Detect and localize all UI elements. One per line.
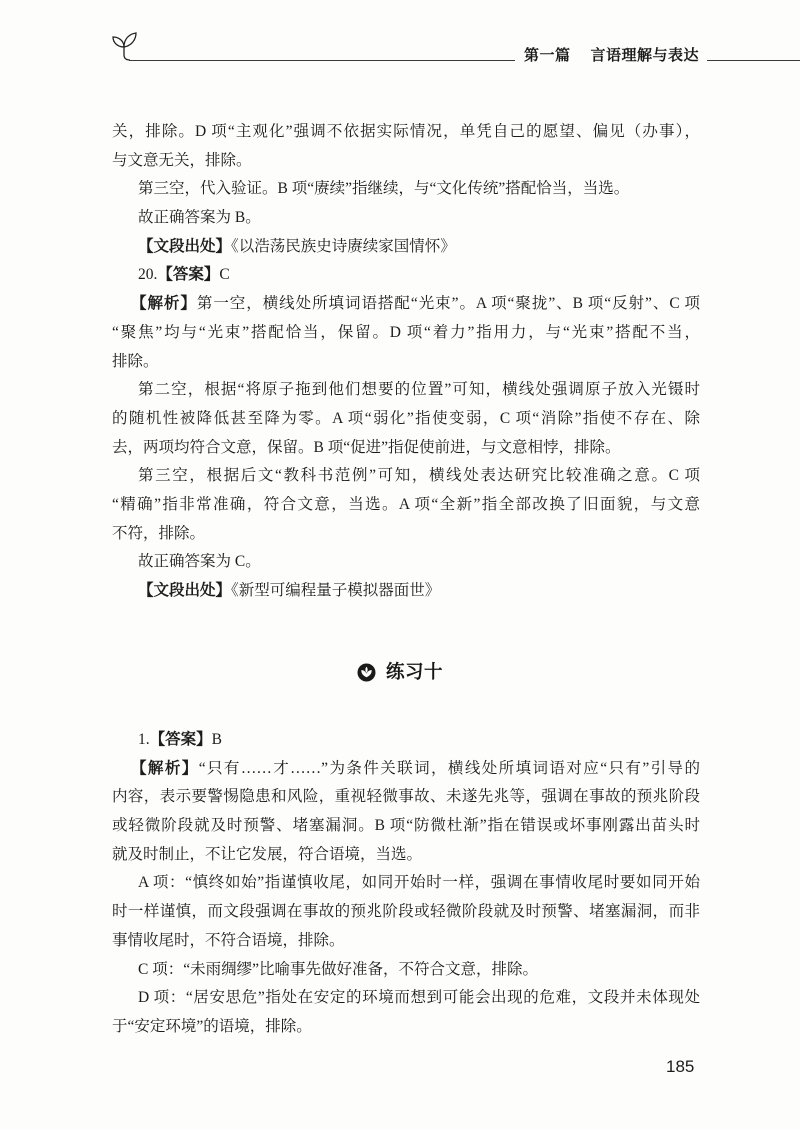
answer-label: 【答案】 xyxy=(157,266,220,284)
line-text: 第二空，根据“将原子拖到他们想要的位置”可知，横线处强调原子放入光镊时 xyxy=(138,381,700,399)
text-line xyxy=(112,348,700,377)
line-text: “精确”指非常准确，符合文意，当选。A 项“全新”指全部改换了旧面貌，与文意 xyxy=(112,495,700,513)
line-text: 排除。 xyxy=(112,352,159,370)
answer-line xyxy=(112,726,700,755)
answer-value: B xyxy=(211,731,222,748)
text-line xyxy=(112,491,700,520)
question-number: 1. xyxy=(138,731,150,748)
text-line xyxy=(112,462,700,491)
exercise-10-explanations xyxy=(112,726,700,1042)
answer-line xyxy=(112,261,700,290)
line-text: 于“安定环境”的语境，排除。 xyxy=(112,1017,312,1035)
line-text: 与文意无关，排除。 xyxy=(112,151,252,169)
line-text: 第三空，根据后文“教科书范例”可知，横线处表达研究比较准确之意。C 项 xyxy=(138,467,700,485)
line-text: 的随机性被降低甚至降为零。A 项“弱化”指使变弱，C 项“消除”指使不存在、除 xyxy=(112,409,700,427)
lotus-badge-icon xyxy=(357,663,376,682)
running-header xyxy=(524,45,699,67)
source-title: 《以浩荡民族史诗赓续家国情怀》 xyxy=(231,237,456,255)
header-rule-left xyxy=(129,60,515,61)
source-title: 《新型可编程量子模拟器面世》 xyxy=(231,582,441,599)
line-text: “聚焦”均与“光束”搭配恰当，保留。D 项“着力”指用力，与“光束”搭配不当， xyxy=(112,323,700,341)
line-text: 去，两项均符合文意，保留。B 项“促进”指促使前进，与文意相悖，排除。 xyxy=(112,438,621,456)
line-text: D 项：“居安思危”指处在安定的环境而想到可能会出现的危难，文段并未体现处 xyxy=(138,989,700,1007)
analysis-label: 【解析】 xyxy=(131,295,197,313)
text-line xyxy=(112,405,700,434)
text-line xyxy=(112,175,700,204)
text-line xyxy=(112,984,700,1013)
text-line xyxy=(112,1013,700,1042)
source-label: 【文段出处】 xyxy=(138,582,232,599)
line-text: 内容，表示要警惕隐患和风险，重视轻微事故、未遂先兆等，强调在事故的预兆阶段 xyxy=(112,788,700,806)
line-text: C 项：“未雨绸缪”比喻事先做好准备，不符合文意，排除。 xyxy=(138,960,538,978)
line-text: 事情收尾时，不符合语境，排除。 xyxy=(112,931,345,949)
answer-value: C xyxy=(219,266,230,284)
answer-explanations-prev xyxy=(112,118,700,606)
answer-label: 【答案】 xyxy=(149,731,212,748)
analysis-line xyxy=(112,755,700,784)
text-line xyxy=(112,927,700,956)
text-line xyxy=(112,812,700,841)
text-line xyxy=(112,841,700,870)
text-line xyxy=(112,147,700,176)
line-text: “只有……才……”为条件关联词，横线处所填词语对应“只有”引导的 xyxy=(198,759,700,777)
source-line xyxy=(112,233,700,262)
question-number: 20. xyxy=(138,266,158,284)
analysis-label: 【解析】 xyxy=(131,759,199,777)
line-text: A 项：“慎终如始”指谨慎收尾，如同开始时一样，强调在事情收尾时要如同开始 xyxy=(138,874,700,892)
text-line xyxy=(112,434,700,463)
text-line xyxy=(112,319,700,348)
page-number: 185 xyxy=(666,1057,695,1076)
text-line xyxy=(112,548,700,577)
analysis-line xyxy=(112,290,700,319)
line-text: 或轻微阶段就及时预警、堵塞漏洞。B 项“防微杜渐”指在错误或坏事刚露出苗头时 xyxy=(112,817,700,835)
text-line xyxy=(112,376,700,405)
text-line xyxy=(112,204,700,233)
running-header-part: 第一篇 xyxy=(524,47,571,64)
line-text: 第三空，代入验证。B 项“赓续”指继续，与“文化传统”搭配恰当，当选。 xyxy=(138,180,630,198)
line-text: 第一空，横线处所填词语搭配“光束”。A 项“聚拢”、B 项“反射”、C 项 xyxy=(196,295,700,313)
line-text: 故正确答案为 C。 xyxy=(138,553,261,571)
line-text: 时一样谨慎，而文段强调在事故的预兆阶段或轻微阶段就及时预警、堵塞漏洞，而非 xyxy=(112,903,700,921)
source-line xyxy=(112,577,700,606)
source-label: 【文段出处】 xyxy=(138,237,232,255)
text-line xyxy=(112,956,700,985)
exercise-title: 练习十 xyxy=(385,661,443,682)
line-text: 故正确答案为 B。 xyxy=(138,209,261,227)
line-text: 不符，排除。 xyxy=(112,524,206,542)
text-line xyxy=(112,783,700,812)
sprout-icon xyxy=(108,28,138,64)
text-line xyxy=(112,898,700,927)
header-rule-right xyxy=(707,60,800,61)
text-line xyxy=(112,118,700,147)
running-header-title: 言语理解与表达 xyxy=(590,47,700,64)
text-line xyxy=(112,869,700,898)
line-text: 关，排除。D 项“主观化”强调不依据实际情况，单凭自己的愿望、偏见（办事）， xyxy=(112,123,700,140)
exercise-heading xyxy=(0,657,800,687)
line-text: 就及时制止，不让它发展，符合语境，当选。 xyxy=(112,845,423,863)
text-line xyxy=(112,520,700,549)
